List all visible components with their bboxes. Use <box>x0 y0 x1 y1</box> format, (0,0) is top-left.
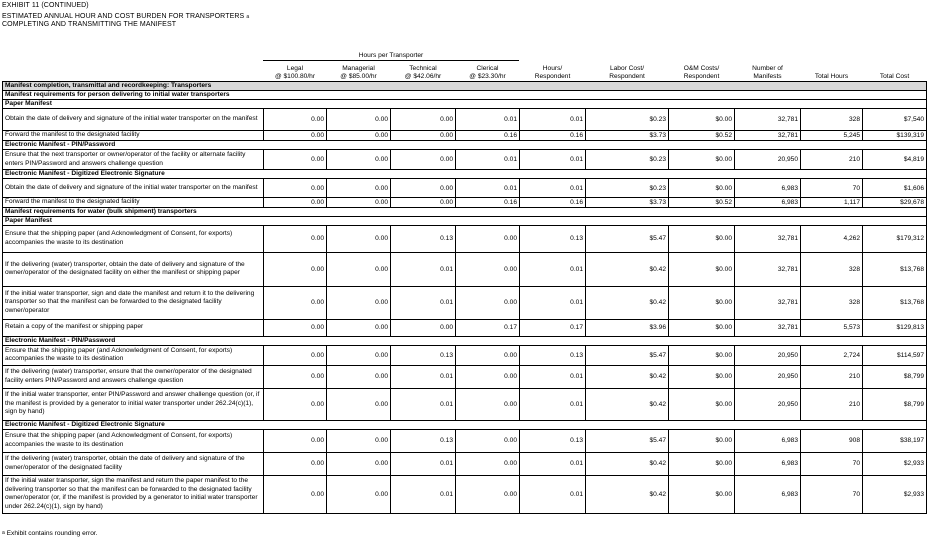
value-cell: $3.73 <box>586 131 669 141</box>
value-cell: 0.00 <box>327 365 391 388</box>
value-cell: $0.42 <box>586 388 669 420</box>
value-cell: $13,768 <box>863 286 927 319</box>
header-total-cost: Total Cost <box>863 61 927 82</box>
value-cell: $2,933 <box>863 475 927 513</box>
value-cell: 20,950 <box>735 345 801 365</box>
value-cell: 0.00 <box>456 225 520 252</box>
value-cell: $5.47 <box>586 345 669 365</box>
subsection-header-row <box>3 207 927 216</box>
value-cell: 0.00 <box>327 198 391 208</box>
section-label: Electronic Manifest - Digitized Electronic Signature <box>3 170 927 179</box>
header-legal: Legal @ $100.80/hr <box>264 61 327 82</box>
value-cell: 0.00 <box>327 319 391 336</box>
value-cell: $0.00 <box>669 225 735 252</box>
value-cell: 0.16 <box>456 198 520 208</box>
subsection-header-row <box>3 420 927 429</box>
value-cell: 0.16 <box>520 198 586 208</box>
value-cell: 0.00 <box>264 225 327 252</box>
value-cell: 0.13 <box>391 345 456 365</box>
value-cell: 20,950 <box>735 365 801 388</box>
value-cell: $0.00 <box>669 429 735 452</box>
value-cell: 0.00 <box>327 452 391 475</box>
value-cell: $5.47 <box>586 225 669 252</box>
value-cell: 0.00 <box>264 109 327 131</box>
value-cell: 0.00 <box>456 286 520 319</box>
value-cell: 0.00 <box>327 109 391 131</box>
section-label: Paper Manifest <box>3 216 927 225</box>
subsection-header-row <box>3 100 927 109</box>
value-cell: 32,781 <box>735 131 801 141</box>
value-cell: 0.01 <box>456 150 520 170</box>
value-cell: 0.00 <box>264 198 327 208</box>
value-cell: 0.00 <box>327 388 391 420</box>
value-cell: 210 <box>801 388 863 420</box>
table-row <box>3 198 927 208</box>
section-label: Electronic Manifest - PIN/Password <box>3 141 927 150</box>
value-cell: 0.13 <box>391 225 456 252</box>
value-cell: 0.01 <box>391 388 456 420</box>
value-cell: 4,262 <box>801 225 863 252</box>
value-cell: 0.00 <box>327 475 391 513</box>
value-cell: 0.01 <box>520 475 586 513</box>
value-cell: 328 <box>801 109 863 131</box>
subsection-header-row <box>3 336 927 345</box>
value-cell: 2,724 <box>801 345 863 365</box>
value-cell: 0.00 <box>456 365 520 388</box>
value-cell: 210 <box>801 150 863 170</box>
section-header-row <box>3 82 927 91</box>
value-cell: 70 <box>801 179 863 198</box>
value-cell: $0.00 <box>669 345 735 365</box>
value-cell: 20,950 <box>735 150 801 170</box>
value-cell: $139,319 <box>863 131 927 141</box>
hours-per-transporter-label: Hours per Transporter <box>358 52 424 59</box>
footnote-text: Exhibit contains rounding error. <box>6 530 98 537</box>
table-row <box>3 131 927 141</box>
section-label: Manifest completion, transmittal and recordkeeping: Transporters <box>3 82 927 91</box>
value-cell: 0.00 <box>264 286 327 319</box>
value-cell: 70 <box>801 452 863 475</box>
table-row <box>3 286 927 319</box>
header-total-hours: Total Hours <box>801 61 863 82</box>
value-cell: 0.00 <box>327 131 391 141</box>
value-cell: 0.00 <box>391 198 456 208</box>
value-cell: 6,983 <box>735 475 801 513</box>
section-label: Manifest requirements for person delivering to initial water transporters <box>3 91 927 100</box>
table-row <box>3 475 927 513</box>
exhibit-title <box>2 13 249 21</box>
header-row <box>3 61 927 82</box>
value-cell: 0.00 <box>327 225 391 252</box>
value-cell: 0.01 <box>391 252 456 286</box>
value-cell: $8,799 <box>863 365 927 388</box>
activity-cell: Retain a copy of the manifest or shipping paper <box>3 319 264 336</box>
value-cell: $0.00 <box>669 452 735 475</box>
value-cell: $0.00 <box>669 179 735 198</box>
value-cell: 0.00 <box>264 131 327 141</box>
value-cell: 0.00 <box>391 109 456 131</box>
table-row <box>3 109 927 131</box>
value-cell: 32,781 <box>735 252 801 286</box>
value-cell: 0.13 <box>391 429 456 452</box>
value-cell: 0.01 <box>520 388 586 420</box>
header-om-costs: O&M Costs/ Respondent <box>669 61 735 82</box>
header-activity <box>3 61 264 82</box>
value-cell: $0.00 <box>669 475 735 513</box>
value-cell: 6,983 <box>735 198 801 208</box>
activity-cell: Ensure that the shipping paper (and Acknowledgment of Consent, for exports) accompanies the waste to its destination <box>3 345 264 365</box>
value-cell: 0.00 <box>327 345 391 365</box>
value-cell: $5.47 <box>586 429 669 452</box>
activity-cell: Obtain the date of delivery and signature of the initial water transporter on the manifest <box>3 109 264 131</box>
value-cell: 0.00 <box>327 150 391 170</box>
table-row <box>3 452 927 475</box>
activity-cell: If the delivering (water) transporter, obtain the date of delivery and signature of the owner/operator of the designated facility on either the manifest or shipping paper <box>3 252 264 286</box>
exhibit-subtitle: COMPLETING AND TRANSMITTING THE MANIFEST <box>2 21 177 28</box>
header-managerial: Managerial @ $85.00/hr <box>327 61 391 82</box>
section-label: Electronic Manifest - Digitized Electronic Signature <box>3 420 927 429</box>
value-cell: $0.00 <box>669 388 735 420</box>
value-cell: $0.23 <box>586 150 669 170</box>
value-cell: 0.01 <box>520 252 586 286</box>
table-row <box>3 252 927 286</box>
value-cell: 0.17 <box>520 319 586 336</box>
section-label: Electronic Manifest - PIN/Password <box>3 336 927 345</box>
value-cell: 5,573 <box>801 319 863 336</box>
activity-cell: If the initial water transporter, enter PIN/Password and answer challenge question (or, if the manifest is provided by a generator to initial water transporter under 262.24(c)(1), sign by hand) <box>3 388 264 420</box>
value-cell: 0.01 <box>520 109 586 131</box>
header-labor-cost: Labor Cost/ Respondent <box>586 61 669 82</box>
value-cell: 32,781 <box>735 109 801 131</box>
value-cell: 20,950 <box>735 388 801 420</box>
value-cell: 32,781 <box>735 225 801 252</box>
value-cell: $0.42 <box>586 452 669 475</box>
value-cell: 0.00 <box>391 131 456 141</box>
value-cell: 6,983 <box>735 179 801 198</box>
subsection-header-row <box>3 91 927 100</box>
table-row <box>3 365 927 388</box>
value-cell: $8,799 <box>863 388 927 420</box>
value-cell: 1,117 <box>801 198 863 208</box>
value-cell: $0.52 <box>669 131 735 141</box>
value-cell: 0.00 <box>264 319 327 336</box>
value-cell: 0.00 <box>264 252 327 286</box>
value-cell: $4,819 <box>863 150 927 170</box>
section-label: Paper Manifest <box>3 100 927 109</box>
value-cell: 0.13 <box>520 429 586 452</box>
header-number-manifests: Number of Manifests <box>735 61 801 82</box>
value-cell: 0.00 <box>264 475 327 513</box>
value-cell: 0.00 <box>456 252 520 286</box>
value-cell: $0.42 <box>586 252 669 286</box>
value-cell: $0.42 <box>586 475 669 513</box>
value-cell: 0.00 <box>456 429 520 452</box>
table-row <box>3 388 927 420</box>
activity-cell: If the delivering (water) transporter, ensure that the owner/operator of the designated facility enters PIN/Password and answers challenge question <box>3 365 264 388</box>
activity-cell: Ensure that the next transporter or owner/operator of the facility or alternate facility enters PIN/Password and answers challenge question <box>3 150 264 170</box>
value-cell: 0.00 <box>327 429 391 452</box>
header-hours-respondent: Hours/ Respondent <box>520 61 586 82</box>
value-cell: $7,540 <box>863 109 927 131</box>
value-cell: 0.01 <box>456 179 520 198</box>
value-cell: 0.00 <box>456 388 520 420</box>
title-footnote-marker: a <box>246 14 250 20</box>
activity-cell: Ensure that the shipping paper (and Acknowledgment of Consent, for exports) accompanies the waste to its destination <box>3 225 264 252</box>
value-cell: $3.73 <box>586 198 669 208</box>
value-cell: $0.00 <box>669 252 735 286</box>
value-cell: 0.00 <box>456 475 520 513</box>
value-cell: 0.01 <box>456 109 520 131</box>
value-cell: 6,983 <box>735 452 801 475</box>
activity-cell: If the delivering (water) transporter, obtain the date of delivery and signature of the owner/operator of the designated facility <box>3 452 264 475</box>
value-cell: 328 <box>801 286 863 319</box>
value-cell: 0.01 <box>520 365 586 388</box>
value-cell: 0.01 <box>520 150 586 170</box>
header-technical: Technical @ $42.06/hr <box>391 61 456 82</box>
value-cell: $2,933 <box>863 452 927 475</box>
value-cell: 5,245 <box>801 131 863 141</box>
value-cell: $179,312 <box>863 225 927 252</box>
activity-cell: Forward the manifest to the designated facility <box>3 198 264 208</box>
value-cell: 0.00 <box>456 452 520 475</box>
value-cell: 0.00 <box>391 179 456 198</box>
value-cell: $0.52 <box>669 198 735 208</box>
value-cell: 0.01 <box>520 179 586 198</box>
value-cell: $129,813 <box>863 319 927 336</box>
value-cell: 908 <box>801 429 863 452</box>
value-cell: 210 <box>801 365 863 388</box>
table-row <box>3 150 927 170</box>
value-cell: 0.00 <box>264 179 327 198</box>
value-cell: $38,197 <box>863 429 927 452</box>
title-line-1: ESTIMATED ANNUAL HOUR AND COST BURDEN FOR TRANSPORTERS <box>2 13 245 20</box>
subsection-header-row <box>3 216 927 225</box>
value-cell: 0.00 <box>456 345 520 365</box>
exhibit-label: EXHIBIT 11 (CONTINUED) <box>2 2 89 9</box>
section-label: Manifest requirements for water (bulk shipment) transporters <box>3 207 927 216</box>
value-cell: 0.13 <box>520 225 586 252</box>
header-clerical: Clerical @ $23.30/hr <box>456 61 520 82</box>
value-cell: 0.00 <box>264 429 327 452</box>
table-row <box>3 179 927 198</box>
value-cell: $0.00 <box>669 365 735 388</box>
value-cell: $29,678 <box>863 198 927 208</box>
value-cell: $0.23 <box>586 109 669 131</box>
value-cell: 0.01 <box>520 286 586 319</box>
value-cell: $114,597 <box>863 345 927 365</box>
value-cell: 32,781 <box>735 286 801 319</box>
value-cell: 0.00 <box>264 345 327 365</box>
activity-cell: Obtain the date of delivery and signature of the initial water transporter on the manifest <box>3 179 264 198</box>
value-cell: 0.16 <box>456 131 520 141</box>
value-cell: $0.00 <box>669 286 735 319</box>
value-cell: $0.23 <box>586 179 669 198</box>
value-cell: 0.01 <box>391 475 456 513</box>
value-cell: $0.00 <box>669 109 735 131</box>
activity-cell: If the initial water transporter, sign and date the manifest and return it to the delivering transporter so that the manifest can be forwarded to the designated facility owner/operator <box>3 286 264 319</box>
value-cell: 70 <box>801 475 863 513</box>
value-cell: $0.42 <box>586 286 669 319</box>
value-cell: 0.01 <box>391 286 456 319</box>
table-row <box>3 345 927 365</box>
value-cell: $3.96 <box>586 319 669 336</box>
table-row <box>3 429 927 452</box>
value-cell: $0.42 <box>586 365 669 388</box>
value-cell: 6,983 <box>735 429 801 452</box>
footnote <box>2 530 98 537</box>
value-cell: 0.17 <box>456 319 520 336</box>
value-cell: 0.00 <box>264 452 327 475</box>
value-cell: 0.00 <box>264 150 327 170</box>
value-cell: 0.00 <box>264 365 327 388</box>
value-cell: 0.00 <box>264 388 327 420</box>
footnote-marker: a <box>2 530 5 536</box>
table-row <box>3 225 927 252</box>
value-cell: 0.00 <box>327 252 391 286</box>
value-cell: $1,606 <box>863 179 927 198</box>
activity-cell: Ensure that the shipping paper (and Acknowledgment of Consent, for exports) accompanies the waste to its destination <box>3 429 264 452</box>
value-cell: $0.00 <box>669 150 735 170</box>
burden-table <box>2 61 927 514</box>
value-cell: 0.13 <box>520 345 586 365</box>
value-cell: 0.00 <box>391 150 456 170</box>
activity-cell: If the initial water transporter, sign the manifest and return the paper manifest to the delivering transporter so that the manifest can be forwarded to the designated facility owner/operator (or, if the manifest is provided by a generator to initial water transporter under 262.24(c)(1), sign by hand) <box>3 475 264 513</box>
value-cell: 0.01 <box>520 452 586 475</box>
value-cell: 32,781 <box>735 319 801 336</box>
value-cell: 0.00 <box>391 319 456 336</box>
value-cell: 0.16 <box>520 131 586 141</box>
subsection-header-row <box>3 141 927 150</box>
value-cell: 328 <box>801 252 863 286</box>
table-row <box>3 319 927 336</box>
value-cell: 0.00 <box>327 179 391 198</box>
value-cell: $13,768 <box>863 252 927 286</box>
subsection-header-row <box>3 170 927 179</box>
value-cell: $0.00 <box>669 319 735 336</box>
value-cell: 0.01 <box>391 452 456 475</box>
activity-cell: Forward the manifest to the designated facility <box>3 131 264 141</box>
value-cell: 0.01 <box>391 365 456 388</box>
value-cell: 0.00 <box>327 286 391 319</box>
